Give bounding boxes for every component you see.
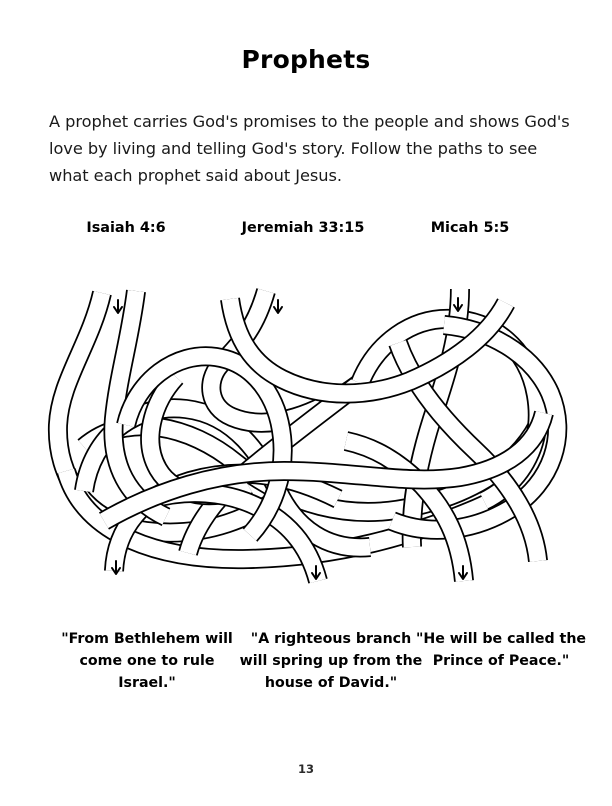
maze-ribbons <box>58 289 557 581</box>
scripture-reference-micah: Micah 5:5 <box>430 220 510 236</box>
prophecy-quote-row <box>30 628 587 718</box>
prophecy-quote-prince-of-peace: "He will be called the Prince of Peace." <box>415 631 587 669</box>
maze-entry-arrows <box>114 298 462 313</box>
prophecy-quote-bethlehem: "From Bethlehem will come one to rule Israel." <box>61 631 233 691</box>
page-title: Prophets <box>241 44 371 74</box>
scripture-reference-jeremiah: Jeremiah 33:15 <box>241 220 365 236</box>
scripture-reference-row <box>40 220 572 242</box>
maze-graphic <box>40 285 572 595</box>
maze-puzzle <box>40 285 572 595</box>
scripture-reference-isaiah: Isaiah 4:6 <box>86 220 166 236</box>
intro-paragraph: A prophet carries God's promises to the people and shows God's love by living and telling God's story. Follow the paths to see what each prophet said about Jesus. <box>49 112 570 186</box>
prophecy-quote-righteous-branch: "A righteous branch will spring up from the house of David." <box>239 631 423 691</box>
page-number: 13 <box>297 762 314 776</box>
entry-down-arrow-icon-2 <box>274 300 282 313</box>
entry-down-arrow-icon-1 <box>114 300 122 313</box>
